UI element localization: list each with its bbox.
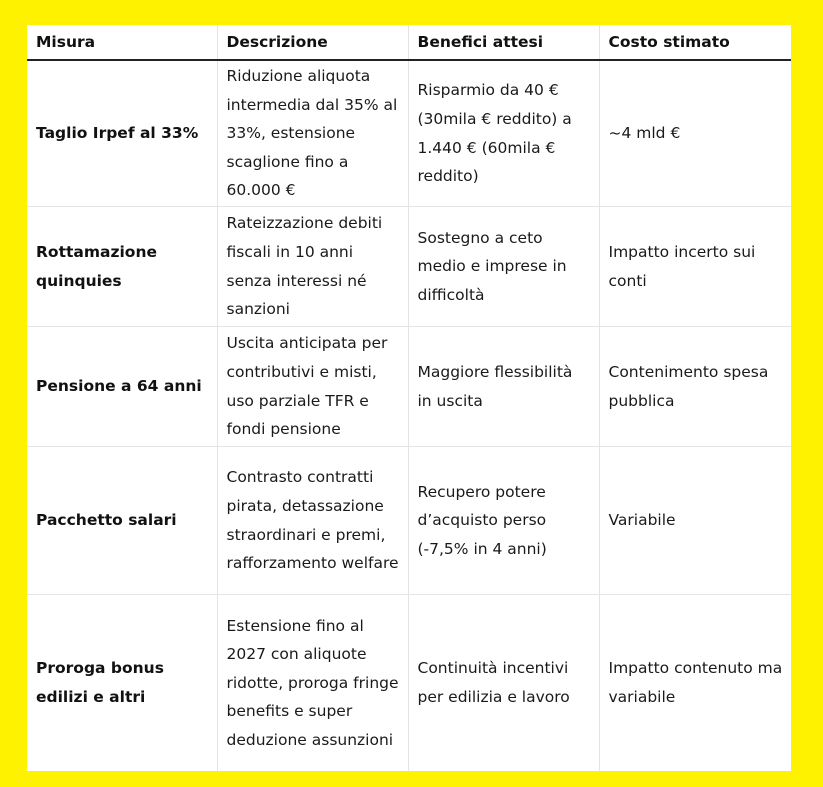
cell-misura: Taglio Irpef al 33% (27, 60, 217, 207)
cell-descrizione: Rateizzazione debiti fiscali in 10 anni senza interessi né sanzioni (217, 207, 408, 327)
header-misura: Misura (27, 25, 217, 60)
cell-misura: Pacchetto salari (27, 447, 217, 595)
cell-benefici: Sostegno a ceto medio e imprese in difficoltà (408, 207, 599, 327)
cell-costo: Impatto contenuto ma variabile (599, 595, 791, 772)
cell-benefici: Risparmio da 40 € (30mila € reddito) a 1.440 € (60mila € reddito) (408, 60, 599, 207)
cell-benefici: Continuità incentivi per edilizia e lavoro (408, 595, 599, 772)
header-costo: Costo stimato (599, 25, 791, 60)
cell-costo: ~4 mld € (599, 60, 791, 207)
table-header-row (27, 25, 791, 60)
header-descrizione: Descrizione (217, 25, 408, 60)
cell-descrizione: Contrasto contratti pirata, detassazione straordinari e premi, rafforzamento welfare (217, 447, 408, 595)
cell-descrizione: Riduzione aliquota intermedia dal 35% al 33%, estensione scaglione fino a 60.000 € (217, 60, 408, 207)
cell-costo: Variabile (599, 447, 791, 595)
table-panel (27, 25, 791, 771)
cell-costo: Contenimento spesa pubblica (599, 327, 791, 447)
cell-misura: Rottamazione quinquies (27, 207, 217, 327)
cell-misura: Pensione a 64 anni (27, 327, 217, 447)
cell-descrizione: Estensione fino al 2027 con aliquote ridotte, proroga fringe benefits e super deduzione assunzioni (217, 595, 408, 772)
table-row (27, 207, 791, 327)
cell-benefici: Maggiore flessibilità in uscita (408, 327, 599, 447)
table-row (27, 595, 791, 772)
header-benefici: Benefici attesi (408, 25, 599, 60)
table-row (27, 447, 791, 595)
table-row (27, 327, 791, 447)
cell-misura: Proroga bonus edilizi e altri (27, 595, 217, 772)
table-row (27, 60, 791, 207)
cell-benefici: Recupero potere d’acquisto perso (-7,5% in 4 anni) (408, 447, 599, 595)
measures-table (27, 25, 791, 771)
cell-costo: Impatto incerto sui conti (599, 207, 791, 327)
cell-descrizione: Uscita anticipata per contributivi e misti, uso parziale TFR e fondi pensione (217, 327, 408, 447)
